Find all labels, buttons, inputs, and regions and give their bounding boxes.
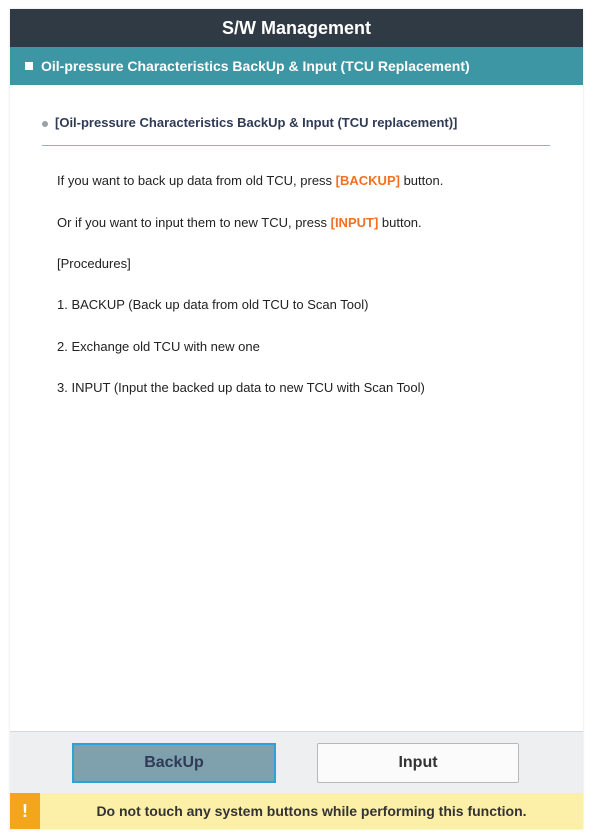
- content-heading: [42, 115, 550, 146]
- warning-banner: [10, 793, 583, 829]
- warning-icon: !: [10, 793, 40, 829]
- procedure-step-3: 3. INPUT (Input the backed up data to new TCU with Scan Tool): [57, 380, 425, 395]
- instruction-input-suffix: button.: [378, 215, 422, 230]
- section-title: Oil-pressure Characteristics BackUp & Input (TCU Replacement): [41, 58, 470, 74]
- backup-keyword: [BACKUP]: [335, 173, 400, 188]
- window-title: S/W Management: [221, 17, 372, 38]
- section-header: [10, 47, 583, 85]
- instruction-backup-suffix: button.: [399, 173, 444, 188]
- dot-bullet-icon: [42, 121, 48, 127]
- procedures-label: [Procedures]: [57, 256, 131, 271]
- sw-management-window: [10, 9, 583, 829]
- instruction-input-text: Or if you want to input them to new TCU, press: [57, 215, 331, 230]
- content-panel: [10, 85, 583, 733]
- backup-button[interactable]: BackUp: [72, 743, 276, 783]
- content-heading-text: [Oil-pressure Characteristics BackUp & Input (TCU replacement)]: [55, 115, 458, 130]
- square-bullet-icon: [25, 62, 33, 70]
- input-keyword: [INPUT]: [330, 215, 379, 230]
- instruction-input: [57, 215, 422, 230]
- warning-text: Do not touch any system buttons while performing this function.: [96, 803, 527, 819]
- procedure-step-2: 2. Exchange old TCU with new one: [57, 339, 260, 354]
- button-bar: [10, 731, 583, 794]
- window-title-bar: [10, 9, 583, 47]
- instruction-backup: [57, 173, 443, 188]
- instruction-backup-text: If you want to back up data from old TCU, press: [57, 173, 336, 188]
- input-button[interactable]: Input: [317, 743, 519, 783]
- procedure-step-1: 1. BACKUP (Back up data from old TCU to Scan Tool): [57, 297, 369, 312]
